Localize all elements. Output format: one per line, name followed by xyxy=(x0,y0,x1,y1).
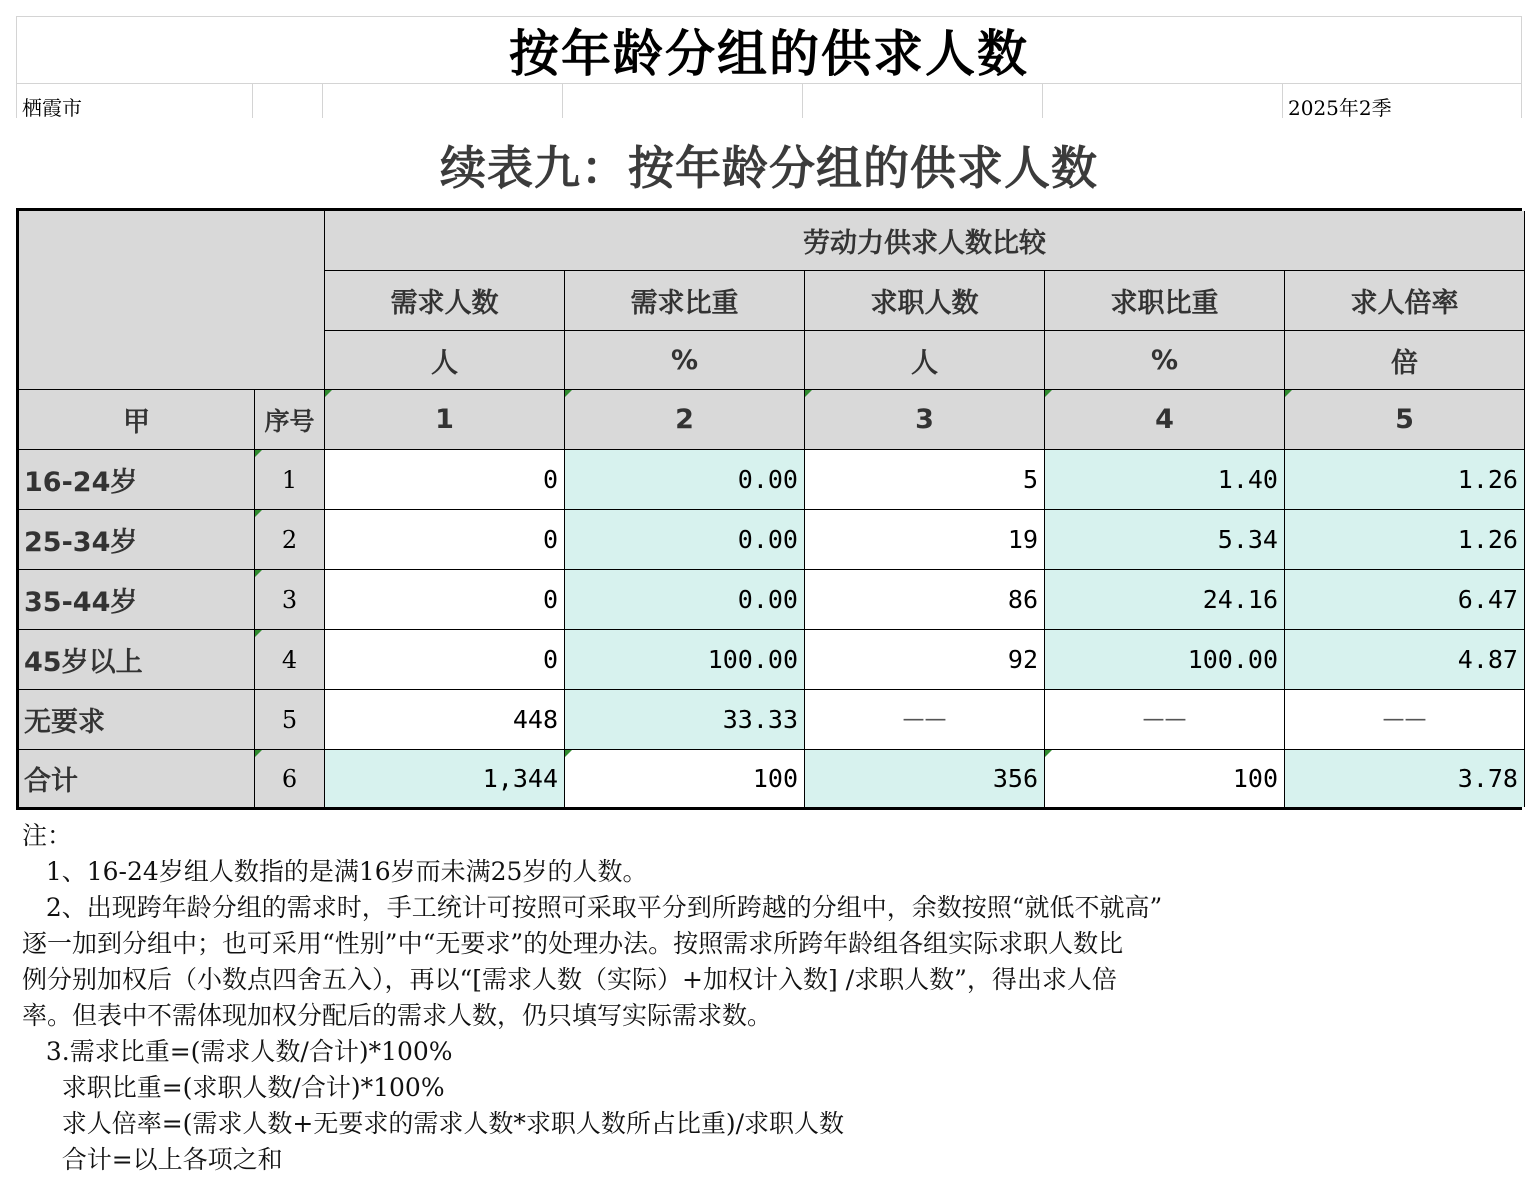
row-label: 无要求 xyxy=(19,690,255,750)
note-line: 求人倍率=(需求人数+无要求的需求人数*求职人数所占比重)/求职人数 xyxy=(22,1109,845,1138)
col-index: 5 xyxy=(1285,390,1525,450)
row-label: 25-34岁 xyxy=(19,510,255,570)
table-cell: 19 xyxy=(805,510,1045,570)
table-cell: 4.87 xyxy=(1285,630,1525,690)
period-label: 2025年2季 xyxy=(1288,96,1392,120)
note-line: 注： xyxy=(22,821,73,850)
table-cell: 1.26 xyxy=(1285,510,1525,570)
table-cell: —— xyxy=(805,690,1045,750)
col-header-seeker-count: 求职人数 xyxy=(805,271,1045,331)
note-line: 合计=以上各项之和 xyxy=(22,1145,283,1174)
note-line: 2、出现跨年龄分组的需求时，手工统计可按照可采取平分到所跨越的分组中，余数按照“就低不就高” xyxy=(22,893,1163,922)
table-cell: 100 xyxy=(565,750,805,807)
row-seq: 6 xyxy=(255,750,325,807)
col-index: 4 xyxy=(1045,390,1285,450)
col-unit: 倍 xyxy=(1285,331,1525,390)
col-header-seeker-share: 求职比重 xyxy=(1045,271,1285,331)
col-unit: % xyxy=(565,331,805,390)
group-header: 劳动力供求人数比较 xyxy=(325,211,1525,271)
table-cell: —— xyxy=(1285,690,1525,750)
col-index: 2 xyxy=(565,390,805,450)
notes-section xyxy=(22,818,1502,1178)
note-line: 逐一加到分组中；也可采用“性别”中“无要求”的处理办法。按照需求所跨年龄组各组实际求职人数比 xyxy=(22,929,1124,958)
table-cell: 24.16 xyxy=(1045,570,1285,630)
note-line: 1、16-24岁组人数指的是满16岁而未满25岁的人数。 xyxy=(22,857,648,886)
row-seq: 4 xyxy=(255,630,325,690)
row-label: 45岁以上 xyxy=(19,630,255,690)
table-cell: 100 xyxy=(1045,750,1285,807)
table-cell: 100.00 xyxy=(1045,630,1285,690)
table-cell: 1,344 xyxy=(325,750,565,807)
table-cell: 448 xyxy=(325,690,565,750)
col-index: 1 xyxy=(325,390,565,450)
table-cell: 0.00 xyxy=(565,450,805,510)
row-label: 35-44岁 xyxy=(19,570,255,630)
data-table xyxy=(16,208,1522,810)
note-line: 求职比重=(求职人数/合计)*100% xyxy=(22,1073,445,1102)
col-unit: 人 xyxy=(805,331,1045,390)
table-cell: 92 xyxy=(805,630,1045,690)
table-cell: 3.78 xyxy=(1285,750,1525,807)
row-label: 合计 xyxy=(19,750,255,807)
table-cell: 0 xyxy=(325,570,565,630)
region-label: 栖霞市 xyxy=(22,96,82,120)
col-unit: 人 xyxy=(325,331,565,390)
row-seq: 1 xyxy=(255,450,325,510)
col-header-demand-share: 需求比重 xyxy=(565,271,805,331)
col-header-ratio: 求人倍率 xyxy=(1285,271,1525,331)
col-unit: % xyxy=(1045,331,1285,390)
table-cell: 33.33 xyxy=(565,690,805,750)
row-seq: 3 xyxy=(255,570,325,630)
table-subtitle: 续表九：按年龄分组的供求人数 xyxy=(440,141,1098,195)
row-header-label: 甲 xyxy=(19,390,255,450)
table-cell: 1.26 xyxy=(1285,450,1525,510)
col-header-demand-count: 需求人数 xyxy=(325,271,565,331)
row-seq: 5 xyxy=(255,690,325,750)
table-cell: 0.00 xyxy=(565,570,805,630)
note-line: 率。但表中不需体现加权分配后的需求人数，仍只填写实际需求数。 xyxy=(22,1001,773,1030)
table-cell: 100.00 xyxy=(565,630,805,690)
table-cell: —— xyxy=(1045,690,1285,750)
table-cell: 0 xyxy=(325,450,565,510)
col-index: 3 xyxy=(805,390,1045,450)
table-cell: 5 xyxy=(805,450,1045,510)
table-cell: 0.00 xyxy=(565,510,805,570)
table-cell: 0 xyxy=(325,510,565,570)
table-cell: 86 xyxy=(805,570,1045,630)
table-cell: 5.34 xyxy=(1045,510,1285,570)
meta-row xyxy=(16,84,1522,118)
table-cell: 1.40 xyxy=(1045,450,1285,510)
page-title: 按年龄分组的供求人数 xyxy=(16,16,1522,84)
row-seq: 2 xyxy=(255,510,325,570)
header-blank xyxy=(19,211,325,390)
table-cell: 0 xyxy=(325,630,565,690)
table-cell: 6.47 xyxy=(1285,570,1525,630)
row-label: 16-24岁 xyxy=(19,450,255,510)
table-cell: 356 xyxy=(805,750,1045,807)
seq-header-label: 序号 xyxy=(255,390,325,450)
note-line: 3.需求比重=(需求人数/合计)*100% xyxy=(22,1037,453,1066)
note-line: 例分别加权后（小数点四舍五入），再以“[需求人数（实际）+加权计入数] /求职人数”，得出求人倍 xyxy=(22,965,1117,994)
